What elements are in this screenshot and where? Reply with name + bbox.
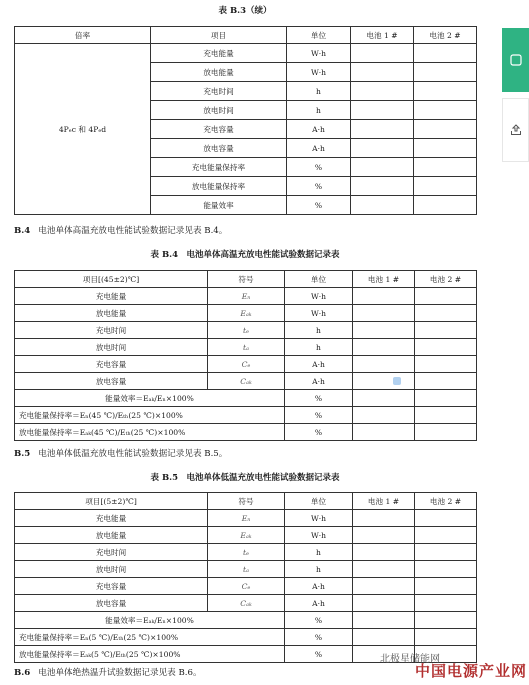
value-cell bbox=[414, 101, 477, 120]
table-row bbox=[15, 322, 477, 339]
item-cell: 充电能量 bbox=[15, 288, 208, 305]
value-cell bbox=[414, 63, 477, 82]
header-cell: 项目 bbox=[151, 27, 287, 44]
symbol-cell: Eₐₖ bbox=[208, 527, 285, 544]
table-b3-header bbox=[15, 27, 477, 44]
item-cell: 放电容量 bbox=[15, 595, 208, 612]
unit-cell: W·h bbox=[285, 527, 353, 544]
item-cell: 充电能量 bbox=[15, 510, 208, 527]
unit-cell: % bbox=[285, 646, 353, 663]
share-icon bbox=[509, 123, 523, 137]
header-cell: 电池 2 # bbox=[415, 271, 477, 288]
value-cell bbox=[351, 82, 414, 101]
value-cell bbox=[414, 44, 477, 63]
clause-number: B.5 bbox=[14, 449, 31, 459]
value-cell bbox=[351, 63, 414, 82]
formula-cell: 能量效率＝Eₐₖ/Eₙ×100% bbox=[15, 390, 285, 407]
table-b3 bbox=[14, 26, 477, 215]
unit-cell: h bbox=[285, 544, 353, 561]
value-cell bbox=[351, 101, 414, 120]
item-cell: 充电容量 bbox=[15, 356, 208, 373]
unit-cell: % bbox=[285, 612, 353, 629]
header-cell: 项目[(5±2)℃] bbox=[15, 493, 208, 510]
symbol-cell: Cₑ bbox=[208, 578, 285, 595]
value-cell bbox=[351, 196, 414, 215]
unit-cell: % bbox=[287, 177, 351, 196]
value-cell bbox=[415, 322, 477, 339]
clause-text: 电池单体绝热温升试验数据记录见表 B.6。 bbox=[38, 668, 202, 678]
table-row bbox=[15, 288, 477, 305]
item-cell: 放电容量 bbox=[15, 373, 208, 390]
formula-cell: 放电能量保持率＝Eₐₖ(5 ℃)/Eₜₕ(25 ℃)×100% bbox=[15, 646, 285, 663]
table-row bbox=[15, 44, 477, 63]
unit-cell: h bbox=[285, 339, 353, 356]
table-row bbox=[15, 390, 477, 407]
unit-cell: % bbox=[285, 424, 353, 441]
paragraph-b4 bbox=[14, 224, 227, 236]
value-cell bbox=[415, 373, 477, 390]
symbol-cell: tₐ bbox=[208, 339, 285, 356]
unit-cell: % bbox=[287, 196, 351, 215]
share-button[interactable] bbox=[502, 98, 529, 162]
value-cell bbox=[353, 595, 415, 612]
unit-cell: W·h bbox=[287, 44, 351, 63]
highlight-marker bbox=[393, 377, 401, 385]
value-cell bbox=[353, 322, 415, 339]
header-cell: 符号 bbox=[208, 271, 285, 288]
table-row bbox=[15, 339, 477, 356]
paragraph-b6 bbox=[14, 666, 202, 678]
unit-cell: % bbox=[287, 158, 351, 177]
value-cell bbox=[415, 288, 477, 305]
header-cell: 单位 bbox=[285, 271, 353, 288]
unit-cell: W·h bbox=[287, 63, 351, 82]
item-cell: 充电时间 bbox=[15, 322, 208, 339]
table-row bbox=[15, 544, 477, 561]
value-cell bbox=[414, 158, 477, 177]
value-cell bbox=[415, 544, 477, 561]
value-cell bbox=[415, 339, 477, 356]
unit-cell: % bbox=[285, 629, 353, 646]
rate-cell: 4Pₑc 和 4Pₑd bbox=[15, 44, 151, 215]
value-cell bbox=[415, 578, 477, 595]
unit-cell: h bbox=[287, 82, 351, 101]
clause-number: B.4 bbox=[14, 226, 31, 236]
value-cell bbox=[351, 139, 414, 158]
header-cell: 电池 2 # bbox=[414, 27, 477, 44]
symbol-cell: Eₙ bbox=[208, 510, 285, 527]
value-cell bbox=[414, 177, 477, 196]
formula-cell: 能量效率＝Eₐₖ/Eₙ×100% bbox=[15, 612, 285, 629]
header-cell: 电池 1 # bbox=[351, 27, 414, 44]
formula-cell: 充电能量保持率＝Eₙ(5 ℃)/Eₜₕ(25 ℃)×100% bbox=[15, 629, 285, 646]
table-row bbox=[15, 424, 477, 441]
value-cell bbox=[415, 424, 477, 441]
table-b3-caption: 表 B.3（续） bbox=[218, 6, 272, 16]
value-cell bbox=[353, 373, 415, 390]
table-row bbox=[15, 356, 477, 373]
value-cell bbox=[415, 595, 477, 612]
unit-cell: h bbox=[285, 322, 353, 339]
value-cell bbox=[351, 44, 414, 63]
item-cell: 充电能量 bbox=[151, 44, 287, 63]
table-b4-header bbox=[15, 271, 477, 288]
header-cell: 单位 bbox=[287, 27, 351, 44]
value-cell bbox=[351, 158, 414, 177]
header-cell: 电池 1 # bbox=[353, 493, 415, 510]
symbol-cell: tₐ bbox=[208, 561, 285, 578]
symbol-cell: tₑ bbox=[208, 544, 285, 561]
value-cell bbox=[415, 629, 477, 646]
unit-cell: W·h bbox=[285, 305, 353, 322]
value-cell bbox=[415, 510, 477, 527]
value-cell bbox=[351, 120, 414, 139]
item-cell: 放电能量 bbox=[151, 63, 287, 82]
symbol-cell: Cₐₖ bbox=[208, 595, 285, 612]
item-cell: 放电时间 bbox=[15, 339, 208, 356]
header-cell: 项目[(45±2)℃] bbox=[15, 271, 208, 288]
table-b5-caption: 表 B.5 电池单体低温充放电性能试验数据记录表 bbox=[150, 473, 340, 483]
table-row bbox=[15, 373, 477, 390]
item-cell: 充电容量 bbox=[151, 120, 287, 139]
item-cell: 充电时间 bbox=[151, 82, 287, 101]
value-cell bbox=[415, 561, 477, 578]
value-cell bbox=[414, 82, 477, 101]
header-cell: 单位 bbox=[285, 493, 353, 510]
value-cell bbox=[414, 139, 477, 158]
green-tab-button[interactable] bbox=[502, 28, 529, 92]
unit-cell: A·h bbox=[285, 578, 353, 595]
unit-cell: A·h bbox=[285, 595, 353, 612]
table-row bbox=[15, 510, 477, 527]
value-cell bbox=[415, 305, 477, 322]
value-cell bbox=[353, 612, 415, 629]
table-row bbox=[15, 305, 477, 322]
table-row bbox=[15, 407, 477, 424]
symbol-cell: Cₑ bbox=[208, 356, 285, 373]
item-cell: 充电容量 bbox=[15, 578, 208, 595]
value-cell bbox=[353, 407, 415, 424]
paragraph-b5 bbox=[14, 447, 227, 459]
item-cell: 放电容量 bbox=[151, 139, 287, 158]
unit-cell: W·h bbox=[285, 288, 353, 305]
watermark-large: 中国电源产业网 bbox=[414, 662, 527, 680]
value-cell bbox=[415, 356, 477, 373]
symbol-cell: Eₙ bbox=[208, 288, 285, 305]
value-cell bbox=[353, 339, 415, 356]
symbol-cell: Cₐₖ bbox=[208, 373, 285, 390]
formula-cell: 放电能量保持率＝Eₐₖ(45 ℃)/Eₜₕ(25 ℃)×100% bbox=[15, 424, 285, 441]
value-cell bbox=[415, 390, 477, 407]
clause-text: 电池单体高温充放电性能试验数据记录见表 B.4。 bbox=[38, 226, 228, 236]
value-cell bbox=[353, 561, 415, 578]
item-cell: 放电能量 bbox=[15, 527, 208, 544]
value-cell bbox=[353, 288, 415, 305]
value-cell bbox=[415, 407, 477, 424]
unit-cell: % bbox=[285, 390, 353, 407]
table-row bbox=[15, 612, 477, 629]
item-cell: 充电能量保持率 bbox=[151, 158, 287, 177]
value-cell bbox=[353, 578, 415, 595]
unit-cell: h bbox=[287, 101, 351, 120]
table-b5 bbox=[14, 492, 477, 663]
unit-cell: W·h bbox=[285, 510, 353, 527]
value-cell bbox=[353, 424, 415, 441]
header-cell: 电池 1 # bbox=[353, 271, 415, 288]
symbol-cell: tₑ bbox=[208, 322, 285, 339]
header-cell: 电池 2 # bbox=[415, 493, 477, 510]
item-cell: 能量效率 bbox=[151, 196, 287, 215]
value-cell bbox=[353, 305, 415, 322]
value-cell bbox=[415, 527, 477, 544]
table-b4-caption: 表 B.4 电池单体高温充放电性能试验数据记录表 bbox=[150, 250, 340, 260]
floating-sidebar bbox=[502, 28, 529, 168]
table-row bbox=[15, 561, 477, 578]
unit-cell: h bbox=[285, 561, 353, 578]
clause-text: 电池单体低温充放电性能试验数据记录见表 B.5。 bbox=[38, 449, 228, 459]
value-cell bbox=[353, 510, 415, 527]
table-row bbox=[15, 595, 477, 612]
value-cell bbox=[353, 390, 415, 407]
table-b4 bbox=[14, 270, 477, 441]
item-cell: 放电时间 bbox=[15, 561, 208, 578]
unit-cell: A·h bbox=[285, 356, 353, 373]
table-row bbox=[15, 629, 477, 646]
item-cell: 放电能量 bbox=[15, 305, 208, 322]
value-cell bbox=[351, 177, 414, 196]
watermark-small: 北极星储能网 bbox=[380, 654, 440, 665]
item-cell: 充电时间 bbox=[15, 544, 208, 561]
unit-cell: A·h bbox=[287, 120, 351, 139]
clause-number: B.6 bbox=[14, 668, 31, 678]
formula-cell: 充电能量保持率＝Eₙ(45 ℃)/Eₜₕ(25 ℃)×100% bbox=[15, 407, 285, 424]
header-cell: 符号 bbox=[208, 493, 285, 510]
unit-cell: A·h bbox=[285, 373, 353, 390]
header-cell: 倍率 bbox=[15, 27, 151, 44]
item-cell: 放电能量保持率 bbox=[151, 177, 287, 196]
value-cell bbox=[415, 612, 477, 629]
value-cell bbox=[353, 544, 415, 561]
unit-cell: A·h bbox=[287, 139, 351, 158]
value-cell bbox=[353, 527, 415, 544]
item-cell: 放电时间 bbox=[151, 101, 287, 120]
value-cell bbox=[353, 356, 415, 373]
table-row bbox=[15, 527, 477, 544]
table-row bbox=[15, 578, 477, 595]
table-b5-header bbox=[15, 493, 477, 510]
green-tab-icon bbox=[510, 54, 522, 66]
unit-cell: % bbox=[285, 407, 353, 424]
value-cell bbox=[353, 629, 415, 646]
value-cell bbox=[414, 120, 477, 139]
symbol-cell: Eₐₖ bbox=[208, 305, 285, 322]
value-cell bbox=[414, 196, 477, 215]
